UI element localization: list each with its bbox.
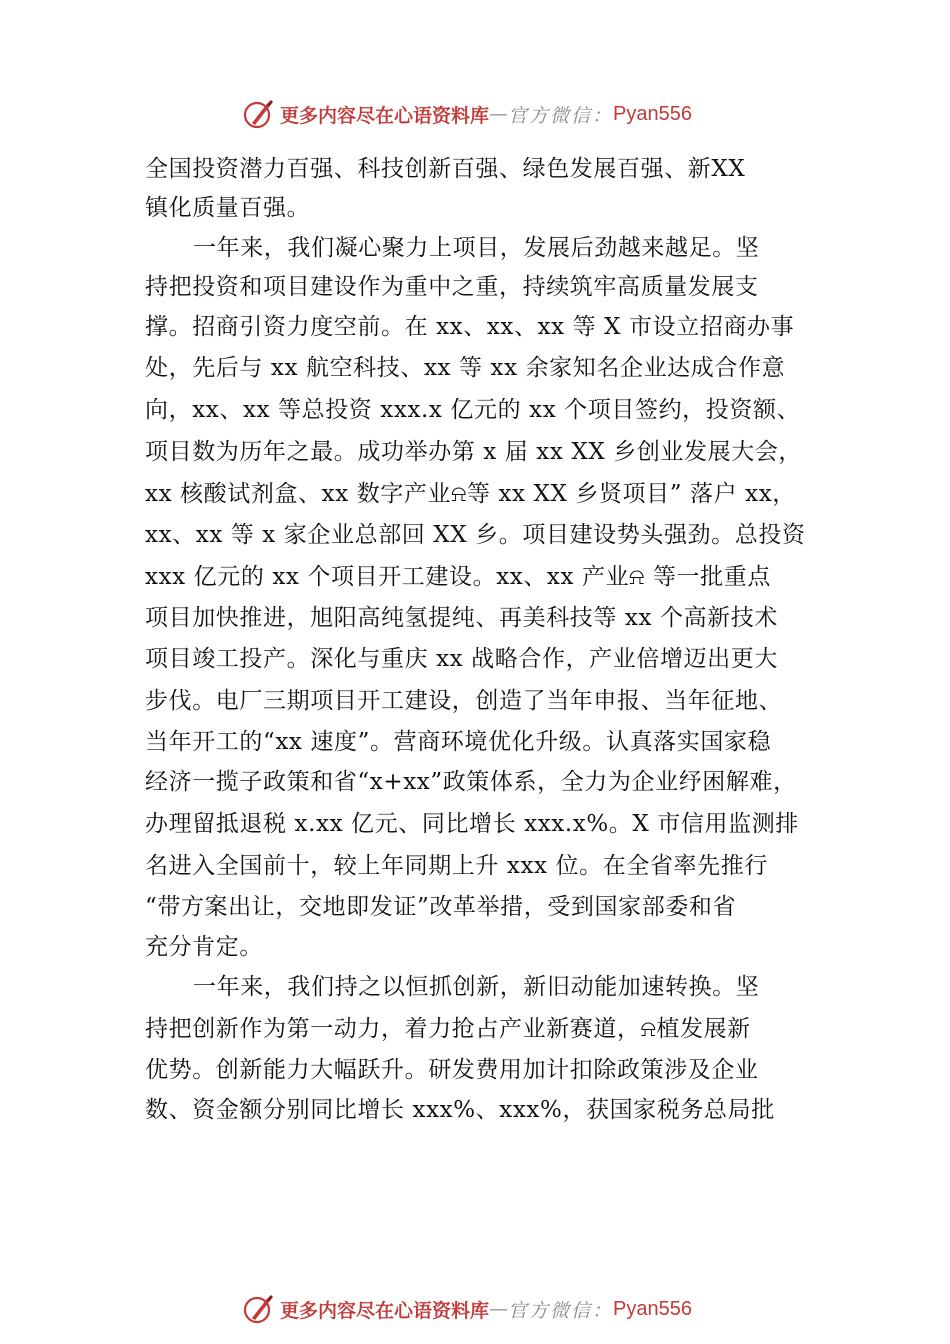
text-line: 项目竣工投产。深化与重庆 xx 战略合作，产业倍增迈出更大 <box>145 646 778 672</box>
text-line: 处，先后与 xx 航空科技、xx 等 xx 余家知名企业达成合作意 <box>145 355 786 381</box>
watermark-footer <box>242 1292 692 1326</box>
pen-logo-icon <box>242 1292 276 1326</box>
text-line: 优势。创新能力大幅跃升。研发费用加计扣除政策涉及企业 <box>145 1057 759 1083</box>
text-line: 办理留抵退税 x.xx 亿元、同比增长 xxx.x%。X 市信用监测排 <box>145 811 799 837</box>
text-line: 向，xx、xx 等总投资 xxx.x 亿元的 xx 个项目签约，投资额、 <box>145 397 801 423</box>
document-body <box>145 150 825 1130</box>
text-line: 充分肯定。 <box>145 934 263 960</box>
watermark-dash: — <box>489 1298 509 1320</box>
watermark-official-label: 官方微信： <box>508 104 614 127</box>
text-line: 一年来，我们凝心聚力上项目，发展后劲越来越足。坚 <box>193 235 760 261</box>
text-line: 经济一揽子政策和省“x+xx”政策体系，全力为企业纾困解难， <box>145 769 797 795</box>
text-line: 当年开工的“xx 速度”。营商环境优化升级。认真落实国家稳 <box>145 729 772 755</box>
text-line: 项目数为历年之最。成功举办第 x 届 xx XX 乡创业发展大会， <box>145 439 803 465</box>
text-line: 数、资金额分别同比增长 xxx%、xxx%，获国家税务总局批 <box>145 1097 775 1123</box>
text-line: xxx 亿元的 xx 个项目开工建设。xx、xx 产业⍾ 等一批重点 <box>145 564 771 590</box>
text-line: 一年来，我们持之以恒抓创新，新旧动能加速转换。坚 <box>193 974 760 1000</box>
text-line: 持把创新作为第一动力，着力抢占产业新赛道，⍾植发展新 <box>145 1016 751 1042</box>
watermark-header <box>242 97 692 131</box>
watermark-wechat-id: Pyan556 <box>613 1297 692 1320</box>
watermark-brand: 更多内容尽在心语资料库 <box>280 104 490 127</box>
watermark-official-label: 官方微信： <box>508 1299 614 1322</box>
watermark-wechat-id: Pyan556 <box>613 102 692 125</box>
text-line: 项目加快推进，旭阳高纯氢提纯、再美科技等 xx 个高新技术 <box>145 605 778 631</box>
watermark-brand: 更多内容尽在心语资料库 <box>280 1299 490 1322</box>
text-line: 名进入全国前十，较上年同期上升 xxx 位。在全省率先推行 <box>145 853 768 879</box>
text-line: “带方案出让，交地即发证”改革举措，受到国家部委和省 <box>145 894 737 920</box>
text-line: 全国投资潜力百强、科技创新百强、绿色发展百强、新XX <box>145 156 746 182</box>
text-line: 镇化质量百强。 <box>145 195 311 221</box>
text-line: xx 核酸试剂盒、xx 数字产业⍾等 xx XX 乡贤项目” 落户 xx， <box>145 481 796 507</box>
text-line: xx、xx 等 x 家企业总部回 XX 乡。项目建设势头强劲。总投资 <box>145 522 806 548</box>
watermark-dash: — <box>489 103 509 125</box>
text-line: 步伐。电厂三期项目开工建设，创造了当年申报、当年征地、 <box>145 688 783 714</box>
text-line: 持把投资和项目建设作为重中之重，持续筑牢高质量发展支 <box>145 274 759 300</box>
pen-logo-icon <box>242 97 276 131</box>
text-line: 撑。招商引资力度空前。在 xx、xx、xx 等 X 市设立招商办事 <box>145 314 795 340</box>
